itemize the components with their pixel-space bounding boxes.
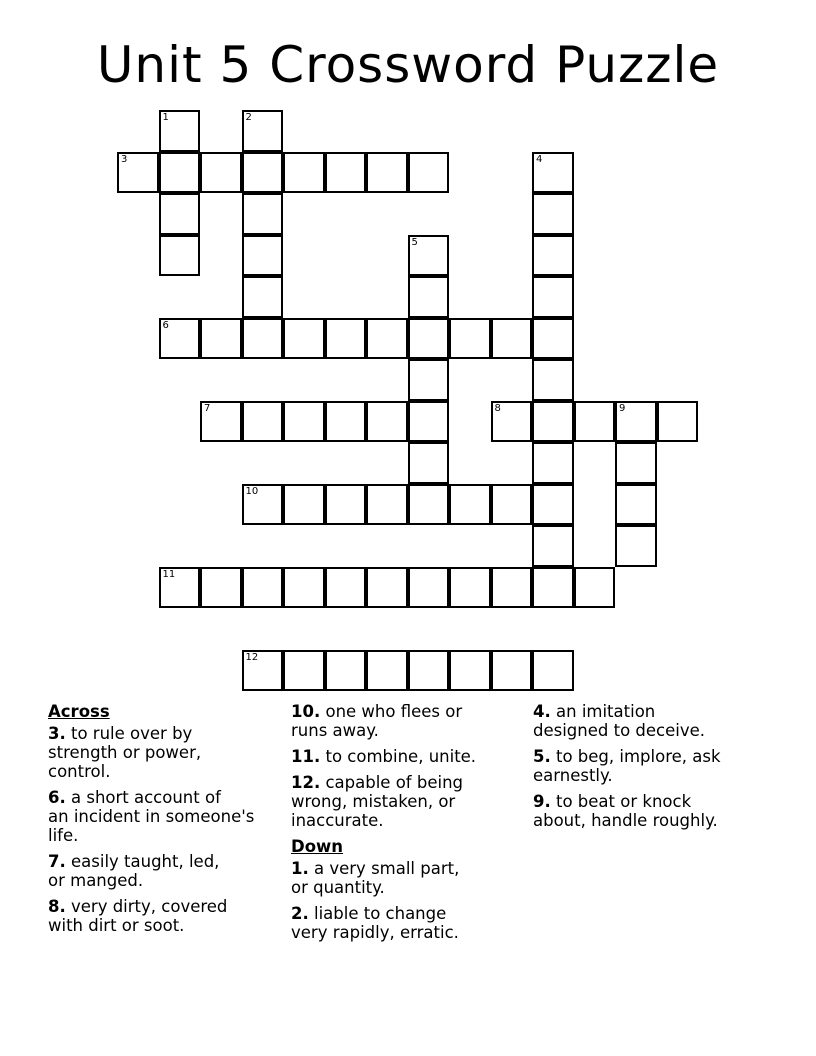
clue-number: 12 [245, 651, 259, 663]
clue-across-10: 10. one who flees or runs away. [291, 702, 463, 740]
grid-cell[interactable] [532, 442, 574, 484]
grid-cell[interactable] [532, 525, 574, 567]
grid-cell[interactable] [408, 650, 450, 692]
grid-cell[interactable] [408, 318, 450, 360]
clue-number: 10 [245, 485, 259, 497]
clue-across-3: 3. to rule over by strength or power, control. [48, 724, 202, 781]
grid-cell[interactable] [200, 401, 242, 443]
grid-cell[interactable] [242, 484, 284, 526]
grid-cell[interactable] [159, 567, 201, 609]
grid-cell[interactable] [283, 318, 325, 360]
grid-cell[interactable] [242, 110, 284, 152]
grid-cell[interactable] [532, 484, 574, 526]
grid-cell[interactable] [159, 235, 201, 277]
grid-cell[interactable] [491, 401, 533, 443]
grid-cell[interactable] [325, 152, 367, 194]
grid-cell[interactable] [532, 193, 574, 235]
grid-cell[interactable] [242, 235, 284, 277]
grid-cell[interactable] [159, 152, 201, 194]
grid-cell[interactable] [159, 110, 201, 152]
grid-cell[interactable] [242, 318, 284, 360]
clue-column-2 [291, 702, 526, 949]
grid-cell[interactable] [449, 318, 491, 360]
grid-cell[interactable] [200, 567, 242, 609]
grid-cell[interactable] [491, 484, 533, 526]
clue-number: 3 [121, 153, 128, 165]
grid-cell[interactable] [366, 567, 408, 609]
grid-cell[interactable] [283, 567, 325, 609]
grid-cell[interactable] [408, 276, 450, 318]
page-title: Unit 5 Crossword Puzzle [96, 36, 720, 94]
grid-cell[interactable] [242, 650, 284, 692]
grid-cell[interactable] [574, 567, 616, 609]
grid-cell[interactable] [491, 567, 533, 609]
grid-cell[interactable] [283, 152, 325, 194]
clue-number: 11 [162, 568, 176, 580]
grid-cell[interactable] [325, 484, 367, 526]
grid-cell[interactable] [532, 276, 574, 318]
grid-cell[interactable] [615, 442, 657, 484]
grid-cell[interactable] [532, 401, 574, 443]
grid-cell[interactable] [532, 152, 574, 194]
grid-cell[interactable] [325, 318, 367, 360]
clue-number: 8 [494, 402, 501, 414]
grid-cell[interactable] [242, 193, 284, 235]
grid-cell[interactable] [200, 318, 242, 360]
clue-number: 9 [619, 402, 626, 414]
grid-cell[interactable] [366, 318, 408, 360]
grid-cell[interactable] [366, 484, 408, 526]
grid-cell[interactable] [615, 484, 657, 526]
clue-number: 1 [162, 112, 169, 123]
clue-down-9: 9. to beat or knock about, handle roughly. [533, 792, 718, 830]
grid-cell[interactable] [574, 401, 616, 443]
grid-cell[interactable] [532, 235, 574, 277]
clue-number: 4 [536, 153, 543, 165]
grid-cell[interactable] [159, 193, 201, 235]
grid-cell[interactable] [532, 567, 574, 609]
clue-across-8: 8. very dirty, covered with dirt or soot. [48, 897, 228, 935]
grid-cell[interactable] [615, 401, 657, 443]
grid-cell[interactable] [615, 525, 657, 567]
grid-cell[interactable] [366, 650, 408, 692]
clue-across-6: 6. a short account of an incident in someone's life. [48, 788, 255, 845]
clue-column-3 [533, 702, 783, 837]
clue-across-11: 11. to combine, unite. [291, 747, 477, 766]
clue-down-5: 5. to beg, implore, ask earnestly. [533, 747, 721, 785]
grid-cell[interactable] [325, 650, 367, 692]
clue-column-1 [48, 702, 283, 942]
clue-number: 2 [245, 112, 252, 123]
grid-cell[interactable] [325, 401, 367, 443]
grid-cell[interactable] [242, 401, 284, 443]
grid-cell[interactable] [449, 650, 491, 692]
grid-cell[interactable] [242, 567, 284, 609]
clue-number: 5 [411, 236, 418, 248]
grid-cell[interactable] [408, 442, 450, 484]
grid-cell[interactable] [657, 401, 699, 443]
grid-cell[interactable] [242, 276, 284, 318]
grid-cell[interactable] [117, 152, 159, 194]
down-heading: Down [291, 837, 344, 856]
grid-cell[interactable] [449, 484, 491, 526]
grid-cell[interactable] [408, 401, 450, 443]
clue-down-1: 1. a very small part, or quantity. [291, 859, 460, 897]
across-heading: Across [48, 702, 110, 721]
grid-cell[interactable] [491, 318, 533, 360]
grid-cell[interactable] [532, 650, 574, 692]
clue-down-2: 2. liable to change very rapidly, erratic. [291, 904, 459, 942]
grid-cell[interactable] [283, 401, 325, 443]
grid-cell[interactable] [408, 152, 450, 194]
clue-number: 7 [204, 402, 211, 414]
grid-cell[interactable] [200, 152, 242, 194]
clue-across-7: 7. easily taught, led, or manged. [48, 852, 220, 890]
grid-cell[interactable] [159, 318, 201, 360]
grid-cell[interactable] [408, 567, 450, 609]
grid-cell[interactable] [283, 650, 325, 692]
clue-across-12: 12. capable of being wrong, mistaken, or inaccurate. [291, 773, 463, 830]
clue-down-4: 4. an imitation designed to deceive. [533, 702, 706, 740]
grid-cell[interactable] [366, 152, 408, 194]
grid-cell[interactable] [408, 235, 450, 277]
grid-cell[interactable] [532, 359, 574, 401]
grid-cell[interactable] [283, 484, 325, 526]
grid-cell[interactable] [408, 359, 450, 401]
grid-cell[interactable] [366, 401, 408, 443]
grid-cell[interactable] [491, 650, 533, 692]
grid-cell[interactable] [532, 318, 574, 360]
grid-cell[interactable] [242, 152, 284, 194]
grid-cell[interactable] [449, 567, 491, 609]
clue-number: 6 [162, 319, 169, 331]
grid-cell[interactable] [408, 484, 450, 526]
grid-cell[interactable] [325, 567, 367, 609]
